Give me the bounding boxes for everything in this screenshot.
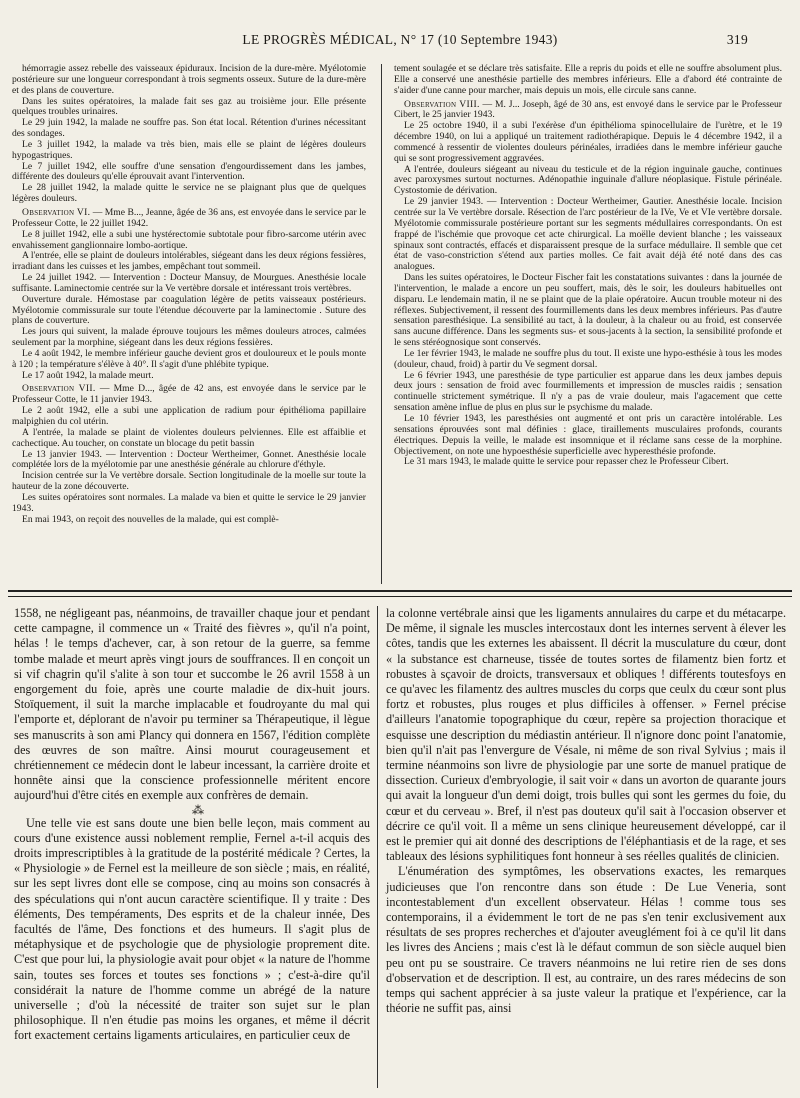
paragraph [12, 64, 366, 97]
paragraph-text: En mai 1943, on reçoit des nouvelles de la malade, qui est complè- [22, 513, 279, 525]
page-number: 319 [726, 32, 748, 47]
bottom-left-column [14, 606, 370, 1044]
paragraph [394, 349, 782, 371]
paragraph [394, 64, 782, 97]
paragraph-text: Le 8 juillet 1942, elle a subi une hystérectomie subtotale pour fibro-sarcome utérin avec envahissement ganglionnaire lombo-aortique. [12, 228, 366, 251]
observation-label: Observation VI. [22, 206, 91, 218]
paragraph [12, 251, 366, 273]
paragraph-text: Dans les suites opératoires, la malade fait ses gaz au troisième jour. Elle présente quelques troubles urinaires. [12, 95, 366, 118]
paragraph [394, 414, 782, 457]
paragraph-text: la colonne vertébrale ainsi que les ligaments annulaires du carpe et du métacarpe. De même, il signale les muscles intercostaux dont les internes servent à élever les côtes, tandis que les externes les abaissent. Il décrit la musculature du cœur, dont « la substance est charneuse, tissée de toutes sortes de filamentz bien fortz et robustes à sçavoir de droicts, transversaux et obliques ! différents toutesfoys en ce qu'avec les filamentz des aultres muscles du corps que ceulx du cœur sont plus fortz et robustes, plus rouges et plus difficiles à offenser. » Fernel précise d'ailleurs l'anatomie topographique du cœur, repère sa projection thoracique et esquisse une description du médiastin antérieur. Il n'ignore donc point l'anatomie, bien qu'il n'ait pas l'envergure de Vésale, ni même de son rival Sylvius ; mais il termine néanmoins son livre de physiologie par une sorte de manuel pratique de dissection. Curieux d'embryologie, il sait voir « dans un avorton de quarante jours qui avait la longueur d'un demi doigt, trois bulles qui sont les germes du foie, du cœur et du cerveau ». Bref, il n'est pas douteux qu'il sait à l'occasion observer et décrire ce qu'il voit. Il a même un sens clinique heureusement développé, car il est le premier qui ait donné des descriptions de l'éléphantiasis et de la rage, et ses tableaux des lésions syphilitiques font honneur à ses réelles qualités de clinicien. [386, 606, 786, 864]
section-divider-thin [8, 596, 792, 597]
paragraph [12, 183, 366, 205]
paragraph [12, 230, 366, 252]
observation-heading-paragraph [12, 208, 366, 230]
paragraph-text: Le 25 octobre 1940, il a subi l'exérèse d'un épithélioma spinocellulaire de l'urètre, et le 19 décembre 1940, on lui a appliqué un traitement radiothérapique. Depuis le 4 décembre 1942, il a commencé à ressentir de violentes douleurs périnéales, irradiées dans le membre inférieur gauche qui se sont progressivement aggravées. [394, 120, 782, 164]
paragraph-text: A l'entrée, elle se plaint de douleurs intolérables, siégeant dans les deux régions fessières, irradiant dans les cuisses et les jambes, empêchant tout sommeil. [12, 250, 366, 273]
paragraph-text: Le 1er février 1943, le malade ne souffre plus du tout. Il existe une hypo-esthésie à tous les modes (douleur, chaud, froid) à partir du Ve segment dorsal. [394, 347, 782, 370]
paragraph-text: tement soulagée et se déclare très satisfaite. Elle a repris du poids et elle ne souffre absolument plus. Elle a conservé une anesthésie partielle des membres inférieurs. Elle a d'abord été contrainte de s'aider d'une canne pour marcher, mais depuis un mois, elle circule sans canne. [394, 63, 782, 96]
top-column-divider [381, 64, 382, 584]
paragraph-text: 1558, ne négligeant pas, néanmoins, de travailler chaque jour et pendant cette campagne, il commence un « Traité des fièvres », qu'il n'a point, hélas ! le temps d'achever, car, à son retour de la guerre, sa femme tombe malade et meurt après vingt jours de souffrances. Il en conçoit un si vif chagrin qu'il s'alite à son tour et succombe le 26 avril 1558 à un engorgement du foie, après une courte maladie de dix-huit jours. Stoïquement, il suit la marche implacable et foudroyante du mal qui l'emporte et, déplorant de n'avoir pu terminer sa Thérapeutique, il lègue ses manuscrits à son ami Plancy qui donnera en 1567, l'édition complète des œuvres de son maître. Ainsi mourut courageusement et chrétiennement ce médecin dont le labeur incessant, la carrière droite et honnête ainsi que la conscience professionnelle méritent encore aujourd'hui d'être cités en exemple aux confrères de demain. [14, 606, 370, 803]
paragraph-text: A l'entrée, la malade se plaint de violentes douleurs pelviennes. Elle est affaiblie et cachectique. Au toucher, on constate un blocage du petit bassin [12, 426, 366, 449]
paragraph [12, 450, 366, 472]
paragraph [12, 118, 366, 140]
paragraph [12, 140, 366, 162]
paragraph-text: Le 31 mars 1943, le malade quitte le service pour repasser chez le Professeur Cibert. [404, 456, 729, 468]
paragraph [12, 493, 366, 515]
paragraph [394, 121, 782, 164]
paragraph-text: Le 7 juillet 1942, elle souffre d'une sensation d'engourdissement dans les jambes, différente des douleurs qu'elle éprouvait avant l'intervention. [12, 160, 366, 183]
paragraph-text: — M. J... Joseph, âgé de 30 ans, est envoyé dans le service par le Professeur Cibert, le 25 janvier 1943. [394, 98, 782, 121]
paragraph-text: Le 2 août 1942, elle a subi une application de radium pour épithélioma papillaire malpighien du col utérin. [12, 405, 366, 427]
bottom-right-column [386, 606, 786, 1016]
paragraph-text: Le 3 juillet 1942, la malade va très bien, mais elle se plaint de légères douleurs hypogastriques. [12, 138, 366, 161]
paragraph-text: Le 13 janvier 1943. — Intervention : Docteur Wertheimer, Gonnet. Anesthésie locale complétée lors de la myélotomie par une anesthésie générale au chlorure d'éthyle. [12, 448, 366, 471]
paragraph-text: Le 28 juillet 1942, la malade quitte le service ne se plaignant plus que de quelques légères douleurs. [12, 182, 366, 205]
paragraph-text: — Mme D..., âgée de 42 ans, est envoyée dans le service par le Professeur Cotte, le 11 janvier 1943. [12, 383, 367, 406]
paragraph-text: A l'entrée, douleurs siégeant au niveau du testicule et de la région inguinale gauche, continues avec paroxysmes surtout nocturnes. Adénopathie inguinale d'allure néoplasique. Fistule périnéale. Cystostomie de dérivation. [394, 163, 782, 197]
section-divider-thick [8, 590, 792, 592]
paragraph-text: Le 6 février 1943, une paresthésie de type particulier est apparue dans les deux jambes depuis deux jours : sensation de froid avec fourmillements et impression de muscles raidis ; sensation continuelle strictement symétrique. Il n'y a pas de vraie douleur, mais l'agacement que cette sensation amène influe de plus en plus sur le psychisme du malade. [394, 369, 782, 414]
paragraph-text: — Mme B..., Jeanne, âgée de 36 ans, est envoyée dans le service par le Professeur Cotte, le 22 juillet 1942. [12, 206, 366, 229]
observation-heading-paragraph [394, 100, 782, 122]
paragraph-text: Le 10 février 1943, les paresthésies ont augmenté et ont pris un caractère intolérable. Les sensations éprouvées sont mal définies : glace, tiraillements musculaires profonds, courants électriques. Depuis la veille, le malade est insomnique et il réclame sans cesse de la morphine. Objectivement, on note une hypoesthésie superficielle avec hyperesthésie profonde. [394, 413, 782, 457]
paragraph [394, 197, 782, 273]
case-reports-section [0, 64, 800, 584]
paragraph [12, 327, 366, 349]
paragraph [394, 165, 782, 198]
running-header [0, 32, 800, 52]
paragraph [12, 371, 366, 382]
observation-label: Observation VII. [22, 383, 96, 395]
observation-label: Observation VIII. [404, 98, 480, 110]
paragraph-text: Le 29 janvier 1943. — Intervention : Docteur Wertheimer, Gautier. Anesthésie locale. Incision centrée sur la Ve vertèbre dorsale. Résection de l'arc postérieur de la IVe, Ve et VIe vertèbre dorsale. Myélotomie commissurale postérieure portant sur les segments médullaires correspondants. On est frappé de l'ischémie que provoque cet acte chirurgical. La moëlle devient blanche ; les vaisseaux spinaux sont contractés, effacés et disparaissent presque de la surface médullaire. Il semble que cet état de vaso-constriction s'étend aux parties molles. Ce fait avait déjà été noté dans des cas analogues. [394, 196, 782, 273]
paragraph-text: Les jours qui suivent, la malade éprouve toujours les mêmes douleurs atroces, calmées seulement par la morphine, siégeant dans les deux régions fessières. [12, 326, 366, 349]
bottom-column-divider [377, 606, 378, 1088]
paragraph [12, 349, 366, 371]
fernel-essay-section [0, 606, 800, 1096]
paragraph [394, 457, 782, 468]
paragraph-text: Les suites opératoires sont normales. La malade va bien et quitte le service le 29 janvier 1943. [12, 491, 366, 514]
paragraph-text: Le 29 juin 1942, la malade ne souffre pas. Son état local. Rétention d'urines nécessitant des sondages. [12, 117, 366, 140]
paragraph [14, 816, 370, 1044]
paragraph [386, 864, 786, 1016]
top-right-column [394, 64, 782, 468]
paragraph-text: Dans les suites opératoires, le Docteur Fischer fait les constatations suivantes : dans la journée de l'intervention, le malade a encore un peu souffert, mais, dès le soir, les douleurs habituelles ont disparu. Le lendemain matin, il ne se plaint que de la plaie opératoire. Aucun trouble moteur ni des réflexes. Subjectivement, il ressent des fourmillements dans les deux membres inférieurs. Pas d'autre sensation paresthésique. La sensibilité au tact, à la douleur, à la chaleur ou au froid, est conservée sans aucune différence. Dans les segments sus- et sous-jacents à la section, la sensibilité profonde et le sens stéréognosique sont conservés. [394, 272, 782, 349]
paragraph-text: L'énumération des symptômes, les observations exactes, les remarques judicieuses que l'on rencontre dans son étude : De Lue Veneria, sont incontestablement d'un excellent observateur. Hélas ! comme tous ses contemporains, il a évidemment le tort de ne pas s'en tenir exclusivement aux résultats de ses propres recherches et d'ajouter aveuglément foi à ce qu'il lit dans les livres des Anciens ; mais c'est là le défaut commun de son siècle auquel bien peu ont pu se soustraire. Ce travers néanmoins ne lui retire rien de ses dons d'observation et de description. Il est, au contraire, un des rares médecins de son temps qui sachent apprécier à sa juste valeur la pratique et l'expérience, car la théorie ne suffit pas, ainsi [386, 864, 786, 1016]
paragraph [12, 97, 366, 119]
paragraph [12, 295, 366, 328]
paragraph-text: Une telle vie est sans doute une bien belle leçon, mais comment au cours d'une existence aussi noblement remplie, Fernel a-t-il acquis des droits imprescriptibles à la gratitude de la postérité médicale ? Certes, la « Physiologie » de Fernel est la meilleure de son siècle ; mais, en réalité, sur les sept livres dont elle se compose, cinq au moins son consacrés à des spéculations qui n'ont aucun caractère scientifique. Il y traite : Des éléments, Des tempéraments, Des esprits et de la chaleur innée, Des facultés de l'âme, Des fonctions et des humeurs. Il s'agit plus de métaphysique et de psychologie que de physiologie proprement dite. C'est que pour lui, la physiologie avait pour objet « la nature de l'homme sain, toutes ses forces et toutes ses fonctions » ; c'est-à-dire qu'il considérait la nature de l'homme comme un abrégé de la nature universelle ; d'où la nécessité de traiter son sujet sur le plan philosophique. Il n'en étudie pas moins les organes, et même il décrit fort exactement certains ligaments articulaires, en particulier ceux de [14, 815, 370, 1043]
paragraph [12, 428, 366, 450]
asterism: ⁂ [192, 802, 204, 817]
paragraph [12, 162, 366, 184]
top-left-column [12, 64, 366, 525]
paragraph-text: Incision centrée sur la Ve vertèbre dorsale. Section longitudinale de la moelle sur toute la hauteur de la zone découverte. [12, 470, 366, 493]
paragraph [386, 606, 786, 864]
paragraph [12, 273, 366, 295]
paragraph [394, 371, 782, 414]
observation-heading-paragraph [12, 384, 366, 406]
paragraph [394, 273, 782, 349]
paragraph-text: hémorragie assez rebelle des vaisseaux épiduraux. Incision de la dure-mère. Myélotomie postérieure sur une longueur correspondant à trois segments osseux. Suture de la dure-mère et des plans de couverture. [12, 63, 366, 96]
paragraph-text: Le 4 août 1942, le membre inférieur gauche devient gros et douloureux et le pouls monte à 120 ; la température s'élève à 40°. Il s'agit d'une phlébite typique. [12, 347, 366, 370]
running-title: LE PROGRÈS MÉDICAL, N° 17 (10 Septembre 1943) [242, 32, 558, 47]
paragraph [12, 406, 366, 428]
paragraph [14, 606, 370, 804]
paragraph-text: Le 17 août 1942, la malade meurt. [22, 369, 154, 381]
paragraph [12, 515, 366, 526]
paragraph-text: Ouverture durale. Hémostase par coagulation légère de petits vaisseaux postérieurs. Myélotomie commissurale sur toute l'étendue découverte par la laminectomie . Suture des plans de couverture. [12, 293, 366, 327]
paragraph-text: Le 24 juillet 1942. — Intervention : Docteur Mansuy, de Mourgues. Anesthésie locale suffisante. Laminectomie centrée sur la Ve vertèbre dorsale et intéressant trois vertèbres. [12, 272, 366, 294]
paragraph [12, 471, 366, 493]
